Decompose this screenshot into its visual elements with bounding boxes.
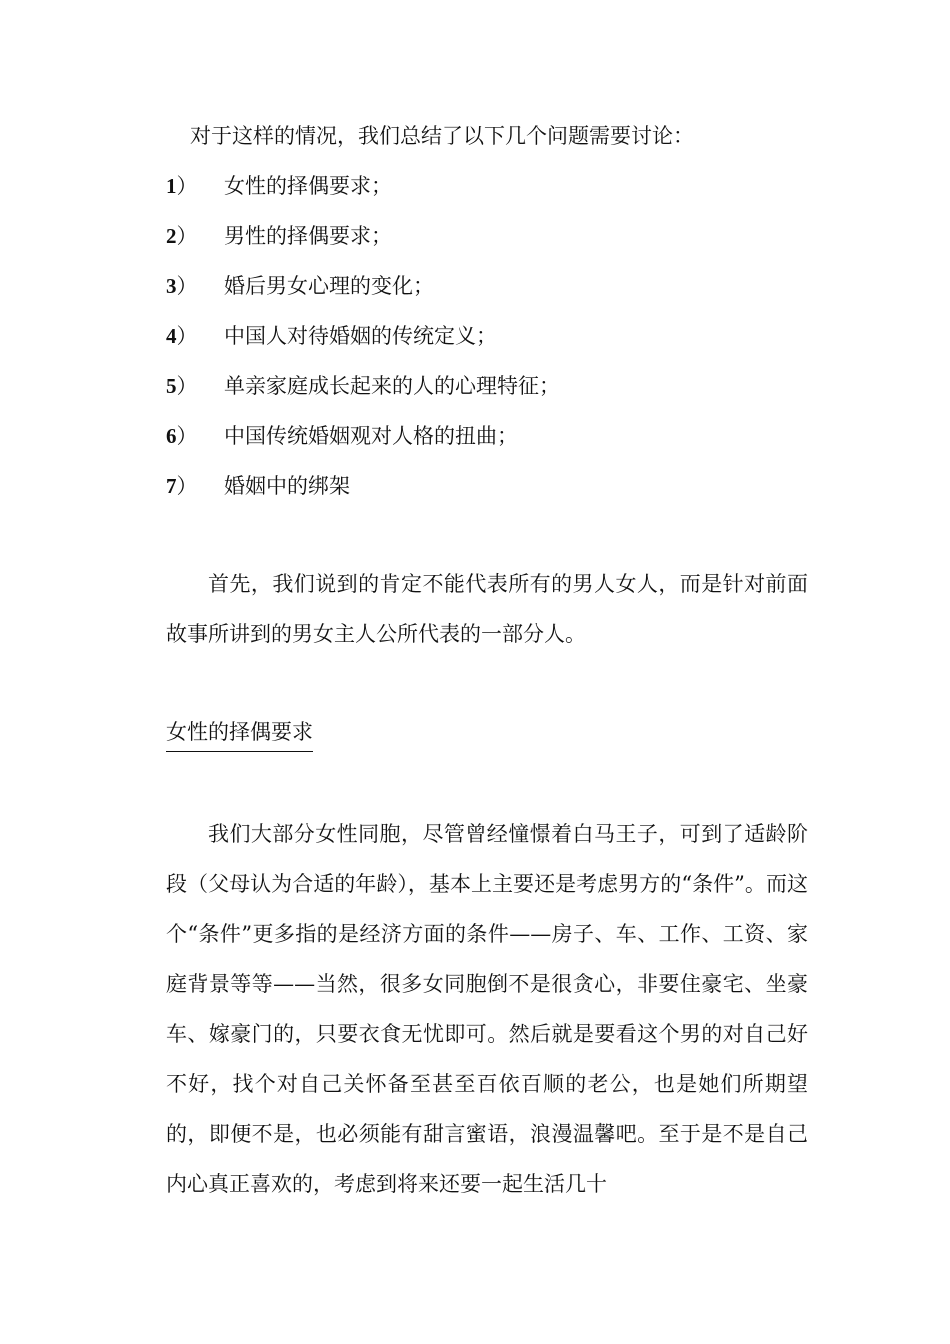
paragraph-body: 我们大部分女性同胞，尽管曾经憧憬着白马王子，可到了适龄阶段（父母认为合适的年龄），基本上主要还是考虑男方的“条件”。而这个“条件”更多指的是经济方面的条件——房子、车、工作、工资、家庭背景等等——当然，很多女同胞倒不是很贪心，非要住豪宅、坐豪车、嫁豪门的，只要衣食无忧即可。然后就是要看这个男的对自己好不好，找个对自己关怀备至甚至百依百顺的老公，也是她们所期望的，即便不是，也必须能有甜言蜜语，浪漫温馨吧。至于是不是自己内心真正喜欢的，考虑到将来还要一起生活几十 xyxy=(166,822,808,1196)
discussion-list xyxy=(166,168,560,518)
list-item xyxy=(166,218,560,268)
list-item xyxy=(166,418,560,468)
list-item-number: 1） xyxy=(166,174,198,198)
list-item-text: 婚姻中的绑架 xyxy=(224,474,350,498)
intro-text: 对于这样的情况，我们总结了以下几个问题需要讨论： xyxy=(190,124,694,148)
list-item xyxy=(166,468,560,518)
list-item-number: 5） xyxy=(166,374,198,398)
list-item-text: 单亲家庭成长起来的人的心理特征； xyxy=(224,374,560,398)
list-item xyxy=(166,168,560,218)
list-item xyxy=(166,268,560,318)
paragraph-preface: 首先，我们说到的肯定不能代表所有的男人女人，而是针对前面故事所讲到的男女主人公所代表的一部分人。 xyxy=(166,572,808,646)
list-item-text: 男性的择偶要求； xyxy=(224,224,392,248)
list-item xyxy=(166,368,560,418)
list-item xyxy=(166,318,560,368)
list-item-number: 2） xyxy=(166,224,198,248)
list-item-number: 6） xyxy=(166,424,198,448)
list-item-number: 4） xyxy=(166,324,198,348)
list-item-number: 3） xyxy=(166,274,198,298)
list-item-number: 7） xyxy=(166,474,198,498)
section-heading: 女性的择偶要求 xyxy=(166,714,313,752)
list-item-text: 中国传统婚姻观对人格的扭曲； xyxy=(224,424,518,448)
list-item-text: 婚后男女心理的变化； xyxy=(224,274,434,298)
list-item-text: 中国人对待婚姻的传统定义； xyxy=(224,324,497,348)
list-item-text: 女性的择偶要求； xyxy=(224,174,392,198)
